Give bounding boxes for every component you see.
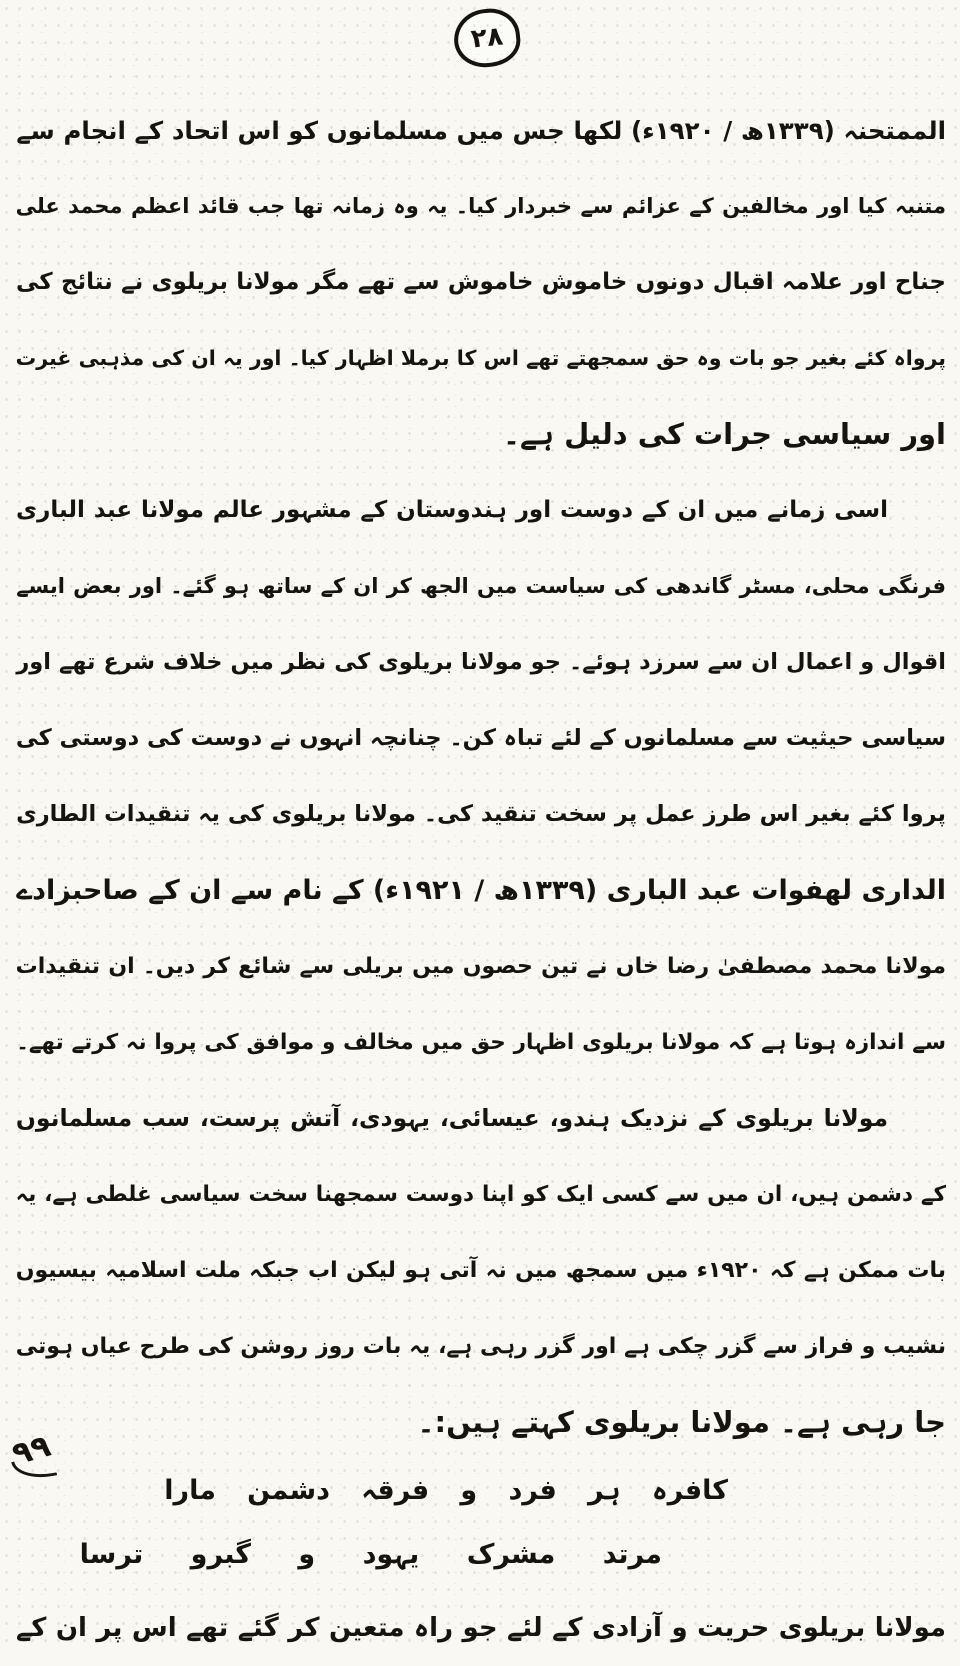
text-line-content: مولانا بریلوی کے نزدیک ہندو، عیسائی، یہودی، آتش پرست، سب مسلمانوں	[15, 1104, 888, 1132]
text-line-content: سیاسی حیثیت سے مسلمانوں کے لئے تباہ کن۔ چنانچہ انہوں نے دوست کی دوستی کی	[15, 725, 946, 751]
verse-line	[16, 1458, 946, 1522]
text-line-content: اسی زمانے میں ان کے دوست اور ہندوستان کے مشہور عالم مولانا عبد الباری	[16, 497, 888, 523]
text-line	[16, 242, 946, 318]
text-line	[16, 318, 946, 394]
text-line-content: پروا کئے بغیر اس طرز عمل پر سخت تنقید کی۔ مولانا بریلوی کی یہ تنقیدات الطاری	[16, 801, 946, 827]
text-line-content: سے اندازہ ہوتا ہے کہ مولانا بریلوی اظہار حق میں مخالف و موافق کی پروا نہ کرتے تھے۔	[16, 1029, 946, 1055]
text-line-content: اقوال و اعمال ان سے سرزد ہوئے۔ جو مولانا بریلوی کی نظر میں خلاف شرع تھے اور	[16, 649, 946, 675]
text-line-content: نشیب و فراز سے گزر چکی ہے اور گزر رہی ہے، یہ بات روز روشن کی طرح عیاں ہوتی	[15, 1333, 946, 1359]
text-line-content: مولانا محمد مصطفیٰ رضا خاں نے تین حصوں میں بریلی سے شائع کر دیں۔ ان تنقیدات	[15, 953, 946, 979]
text-line	[16, 90, 946, 166]
text-line	[16, 1078, 946, 1154]
text-line	[16, 546, 946, 622]
text-line-content: جا رہی ہے۔ مولانا بریلوی کہتے ہیں:۔	[417, 1405, 946, 1439]
text-line-content: مولانا بریلوی حریت و آزادی کے لئے جو راہ متعین کر گئے تھے اس پر ان کے	[16, 1613, 946, 1643]
verse-line-content: کافرہ ہر فرد و فرقہ دشمن مارا	[164, 1475, 728, 1506]
text-line-content: بات ممکن ہے کہ ۱۹۲۰ء میں سمجھ میں نہ آتی ہو لیکن اب جبکہ ملت اسلامیہ بیسیوں	[15, 1257, 946, 1283]
text-line-content: الداری لھفوات عبد الباری (۱۳۳۹ھ / ۱۹۲۱ء) کے نام سے ان کے صاحبزادے	[16, 874, 946, 906]
text-line	[16, 1586, 946, 1666]
text-line-content: کے دشمن ہیں، ان میں سے کسی ایک کو اپنا دوست سمجھنا سخت سیاسی غلطی ہے، یہ	[15, 1181, 946, 1207]
verse-line	[16, 1522, 946, 1586]
text-line	[16, 1154, 946, 1230]
text-line	[16, 926, 946, 1002]
text-line	[16, 1230, 946, 1306]
text-line-content: جناح اور علامہ اقبال دونوں خاموش خاموش سے تھے مگر مولانا بریلوی نے نتائج کی	[16, 269, 946, 295]
verse-line-content: مرتد مشرک یہود و گبرو ترسا	[79, 1539, 662, 1570]
text-line-content: پرواہ کئے بغیر جو بات وہ حق سمجھتے تھے اس کا برملا اظہار کیا۔ اور یہ ان کی مذہبی غیرت	[15, 346, 946, 370]
text-line	[16, 1306, 946, 1382]
page-number: ۲۸	[469, 21, 505, 55]
text-line	[16, 1382, 946, 1458]
text-line	[16, 166, 946, 242]
text-line-content: اور سیاسی جرات کی دلیل ہے۔	[503, 417, 946, 451]
page-number-badge	[451, 6, 523, 71]
text-line-content: الممتحنہ (۱۳۳۹ھ / ۱۹۲۰ء) لکھا جس میں مسلمانوں کو اس اتحاد کے انجام سے	[16, 115, 946, 145]
text-line	[16, 394, 946, 470]
handwritten-mark-text: ۹۹	[8, 1427, 55, 1473]
text-line	[16, 774, 946, 850]
text-line	[16, 850, 946, 926]
body-text	[16, 90, 946, 1666]
text-line	[16, 622, 946, 698]
text-line-content: فرنگی محلی، مسٹر گاندھی کی سیاست میں الجھ کر ان کے ساتھ ہو گئے۔ اور بعض ایسے	[16, 574, 946, 598]
text-line	[16, 1002, 946, 1078]
text-line	[16, 470, 946, 546]
text-line-content: متنبہ کیا اور مخالفین کے عزائم سے خبردار کیا۔ یہ وہ زمانہ تھا جب قائد اعظم محمد علی	[15, 194, 946, 218]
text-line	[16, 698, 946, 774]
